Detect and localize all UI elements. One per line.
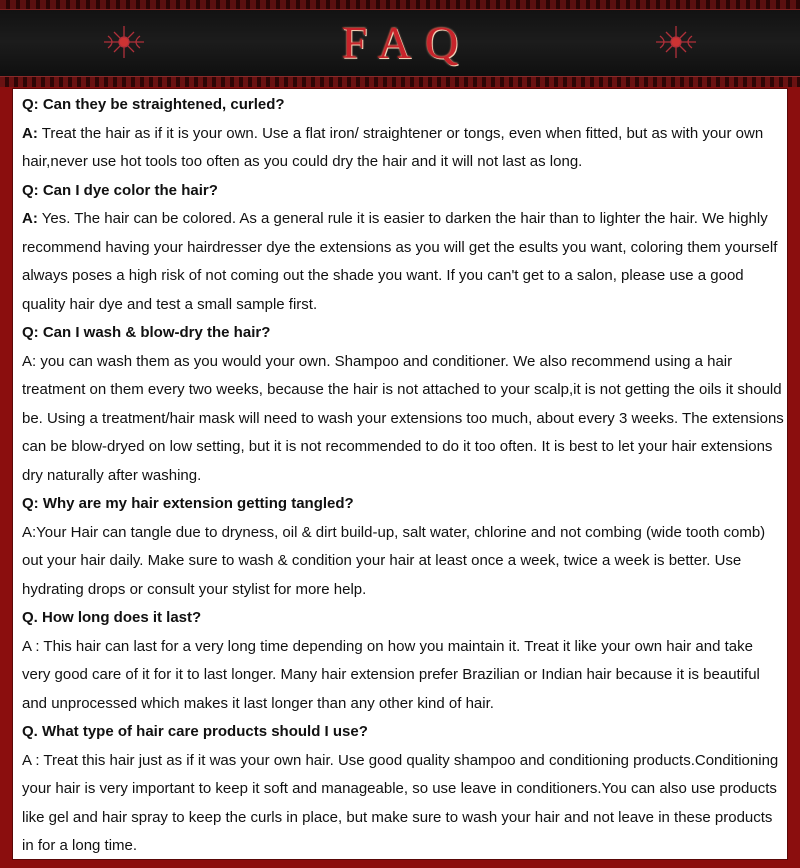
answer-text: A:Your Hair can tangle due to dryness, oil & dirt build-up, salt water, chlorine and not combing (wide tooth comb) out your hair daily. Make sure to wash & condition your hair at least once a week, twice a week is better. Use hydrating drops or consult your stylist for more help. xyxy=(22,523,766,598)
answer-text: A: you can wash them as you would your own. Shampoo and conditioner. We also recommend using a hair treatment on them every two weeks, because the hair is not attached to your scalp,it is not getting the oils it should be. Using a treatment/hair mask will need to wash your extensions too much, about every 3 weeks. The extensions can be blow-dryed on low setting, but it is not recommended to do it too often. It is best to let your hair extensions dry naturally after washing. xyxy=(22,352,784,484)
faq-answer xyxy=(22,747,784,861)
faq-list xyxy=(22,91,784,861)
header-banner xyxy=(0,0,800,84)
answer-text: A : This hair can last for a very long time depending on how you maintain it. Treat it like your own hair and take very good care of it for it to last longer. Many hair extension prefer Brazilian or Indian hair because it is beautiful and unprocessed which makes it last longer than any other kind of hair. xyxy=(22,637,760,712)
answer-text: Treat the hair as if it is your own. Use a flat iron/ straightener or tongs, even when fitted, but as with your own hair,never use hot tools too often as you could dry the hair and it will not last as long. xyxy=(22,124,764,170)
header-top-border xyxy=(0,0,800,10)
faq-panel xyxy=(12,88,788,860)
answer-text: Yes. The hair can be colored. As a general rule it is easier to darken the hair than to lighter the hair. We highly recommend having your hairdresser dye the extensions as you will get the esults you want, coloring them yourself always poses a high risk of not coming out the shade you want. If you can't get to a salon, please use a good quality hair dye and test a small sample first. xyxy=(22,210,778,313)
answer-prefix: A: xyxy=(22,124,38,142)
answer-prefix: A: xyxy=(22,210,38,227)
faq-answer xyxy=(22,633,784,719)
faq-question: Q: Can I wash & blow-dry the hair? xyxy=(22,324,271,341)
faq-question: Q. What type of hair care products should I use? xyxy=(22,723,368,740)
header-bottom-border xyxy=(0,76,800,87)
faq-question: Q: Can they be straightened, curled? xyxy=(22,96,285,113)
faq-answer xyxy=(22,205,784,319)
page-title: FAQ xyxy=(341,17,473,68)
faq-question: Q: Why are my hair extension getting tangled? xyxy=(22,495,354,512)
answer-text: A : Treat this hair just as if it was your own hair. Use good quality shampoo and conditioning products.Conditioning your hair is very important to keep it soft and manageable, so use leave in conditioners.You can also use products like gel and hair spray to keep the curls in place, but make sure to wash your hair and not leave in these products in for a long time. xyxy=(22,751,779,854)
faq-answer xyxy=(22,519,784,605)
faq-question: Q. How long does it last? xyxy=(22,609,202,626)
faq-question: Q: Can I dye color the hair? xyxy=(22,181,218,199)
faq-answer xyxy=(22,120,784,177)
faq-answer xyxy=(22,348,784,491)
ornament-right-icon xyxy=(654,20,698,64)
